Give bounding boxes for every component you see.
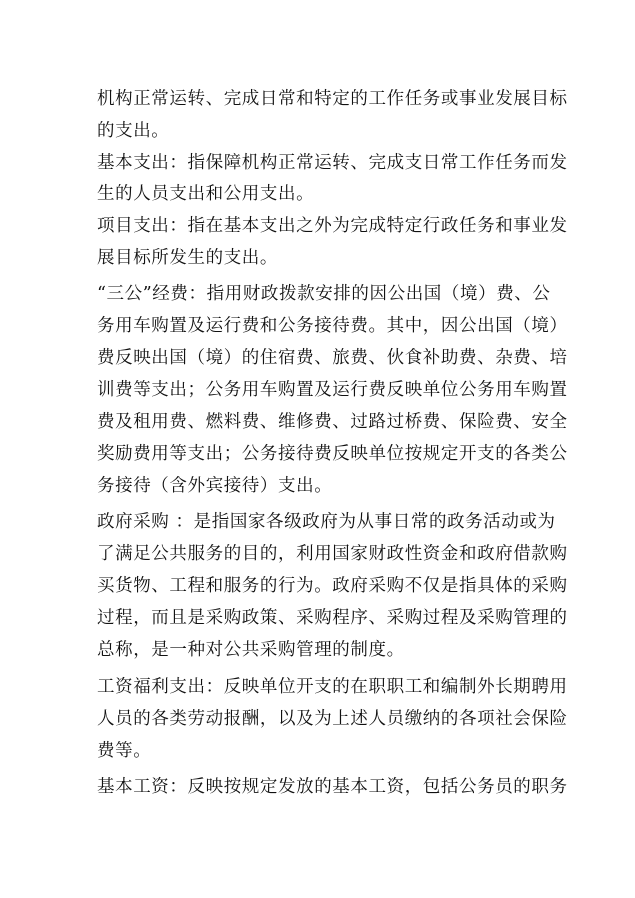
text-line: 人员的各类劳动报酬，以及为上述人员缴纳的各项社会保险 [97, 709, 568, 729]
text-line: 费反映出国（境）的住宿费、旅费、伙食补助费、杂费、培 [97, 348, 568, 368]
text-line: “三公”经费：指用财政拨款安排的因公出国（境）费、公 [97, 284, 551, 304]
text-line: 了满足公共服务的目的，利用国家财政性资金和政府借款购 [97, 544, 568, 564]
text-line: 奖励费用等支出；公务接待费反映单位按规定开支的各类公 [97, 444, 568, 464]
text-line: 费及租用费、燃料费、维修费、过路过桥费、保险费、安全 [97, 412, 568, 432]
text-line: 机构正常运转、完成日常和特定的工作任务或事业发展目标 [97, 89, 568, 109]
text-line: 训费等支出；公务用车购置及运行费反映单位公务用车购置 [97, 380, 568, 400]
text-line: 的支出。 [97, 121, 170, 141]
text-line: 基本支出：指保障机构正常运转、完成支日常工作任务而发 [97, 153, 568, 173]
text-line: 项目支出：指在基本支出之外为完成特定行政任务和事业发 [97, 216, 568, 236]
text-line: 总称，是一种对公共采购管理的制度。 [97, 640, 405, 660]
text-line: 务用车购置及运行费和公务接待费。其中，因公出国（境） [97, 316, 568, 336]
text-line: 生的人员支出和公用支出。 [97, 184, 315, 204]
text-line: 买货物、工程和服务的行为。政府采购不仅是指具体的采购 [97, 576, 568, 596]
text-line: 工资福利支出：反映单位开支的在职职工和编制外长期聘用 [97, 677, 568, 697]
text-line: 政府采购 ：是指国家各级政府为从事日常的政务活动或为 [97, 512, 556, 532]
text-line: 基本工资：反映按规定发放的基本工资，包括公务员的职务 [97, 777, 568, 797]
text-line: 展目标所发生的支出。 [97, 248, 278, 268]
text-line: 务接待（含外宾接待）支出。 [97, 476, 333, 496]
text-line: 过程，而且是采购政策、采购程序、采购过程及采购管理的 [97, 608, 568, 628]
text-line: 费等。 [97, 741, 152, 761]
